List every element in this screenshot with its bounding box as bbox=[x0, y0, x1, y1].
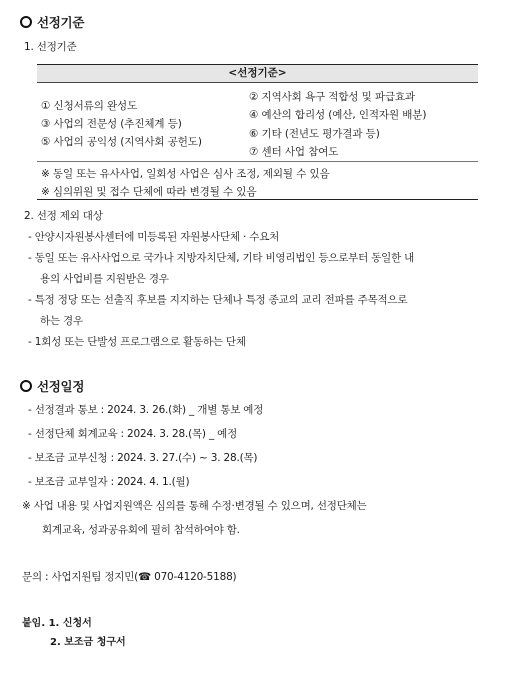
exclusion-item-continued: 하는 경우 bbox=[40, 315, 83, 327]
schedule-item: - 선정결과 통보 : 2024. 3. 26.(화) _ 개별 통보 예정 bbox=[28, 404, 264, 416]
exclusion-item: - 1회성 또는 단발성 프로그램으로 활동하는 단체 bbox=[28, 336, 246, 348]
exclusion-item-continued: 용의 사업비를 지원받은 경우 bbox=[40, 273, 169, 285]
circle-bullet-icon bbox=[20, 16, 32, 28]
criteria-item: ⑦ 센터 사업 참여도 bbox=[249, 146, 339, 158]
criteria-item: ⑤ 사업의 공익성 (지역사회 공헌도) bbox=[41, 136, 202, 148]
criteria-table-header: <선정기준> bbox=[37, 65, 478, 83]
criteria-item: ② 지역사회 욕구 적합성 및 파급효과 bbox=[249, 91, 416, 103]
criteria-item: ③ 사업의 전문성 (추진체계 등) bbox=[41, 118, 182, 130]
heading-text: 선정일정 bbox=[37, 379, 85, 394]
exclusion-item: - 특정 정당 또는 선출직 후보를 지지하는 단체나 특정 종교의 교리 전파를 주목적으로 bbox=[28, 294, 408, 306]
table-divider bbox=[37, 161, 478, 162]
criteria-note: ※ 동일 또는 유사사업, 일회성 사업은 심사 조정, 제외될 수 있음 bbox=[41, 168, 330, 180]
criteria-item: ⑥ 기타 (전년도 평가결과 등) bbox=[249, 128, 380, 140]
criteria-item: ① 신청서류의 완성도 bbox=[41, 100, 138, 112]
criteria-item: ④ 예산의 합리성 (예산, 인적자원 배분) bbox=[249, 109, 427, 121]
subheading-criteria: 1. 선정기준 bbox=[24, 41, 77, 53]
schedule-note-continued: 회계교육, 성과공유회에 필히 참석하여야 함. bbox=[42, 524, 240, 536]
subheading-exclusions: 2. 선정 제외 대상 bbox=[24, 210, 103, 222]
criteria-table bbox=[37, 64, 478, 200]
criteria-note: ※ 심의위원 및 접수 단체에 따라 변경될 수 있음 bbox=[41, 186, 257, 198]
exclusion-item: - 안양시자원봉사센터에 미등록된 자원봉사단체 · 수요처 bbox=[28, 231, 280, 243]
attachment-item: 붙임. 1. 신청서 bbox=[22, 618, 92, 629]
section-heading-selection-criteria bbox=[20, 13, 84, 31]
section-heading-selection-schedule bbox=[20, 377, 84, 395]
exclusion-item: - 동일 또는 유사사업으로 국가나 지방자치단체, 기타 비영리법인 등으로부터 동일한 내 bbox=[28, 252, 415, 264]
schedule-item: - 보조금 교부일자 : 2024. 4. 1.(월) bbox=[28, 476, 190, 488]
heading-text: 선정기준 bbox=[37, 15, 85, 30]
contact-info: 문의 : 사업지원팀 정지민(☎ 070-4120-5188) bbox=[22, 571, 237, 583]
attachment-item: 2. 보조금 청구서 bbox=[50, 637, 126, 648]
circle-bullet-icon bbox=[20, 380, 32, 392]
schedule-item: - 보조금 교부신청 : 2024. 3. 27.(수) ~ 3. 28.(목) bbox=[28, 452, 258, 464]
schedule-note: ※ 사업 내용 및 사업지원액은 심의를 통해 수정·변경될 수 있으며, 선정단체는 bbox=[22, 500, 367, 512]
schedule-item: - 선정단체 회계교육 : 2024. 3. 28.(목) _ 예정 bbox=[28, 428, 238, 440]
